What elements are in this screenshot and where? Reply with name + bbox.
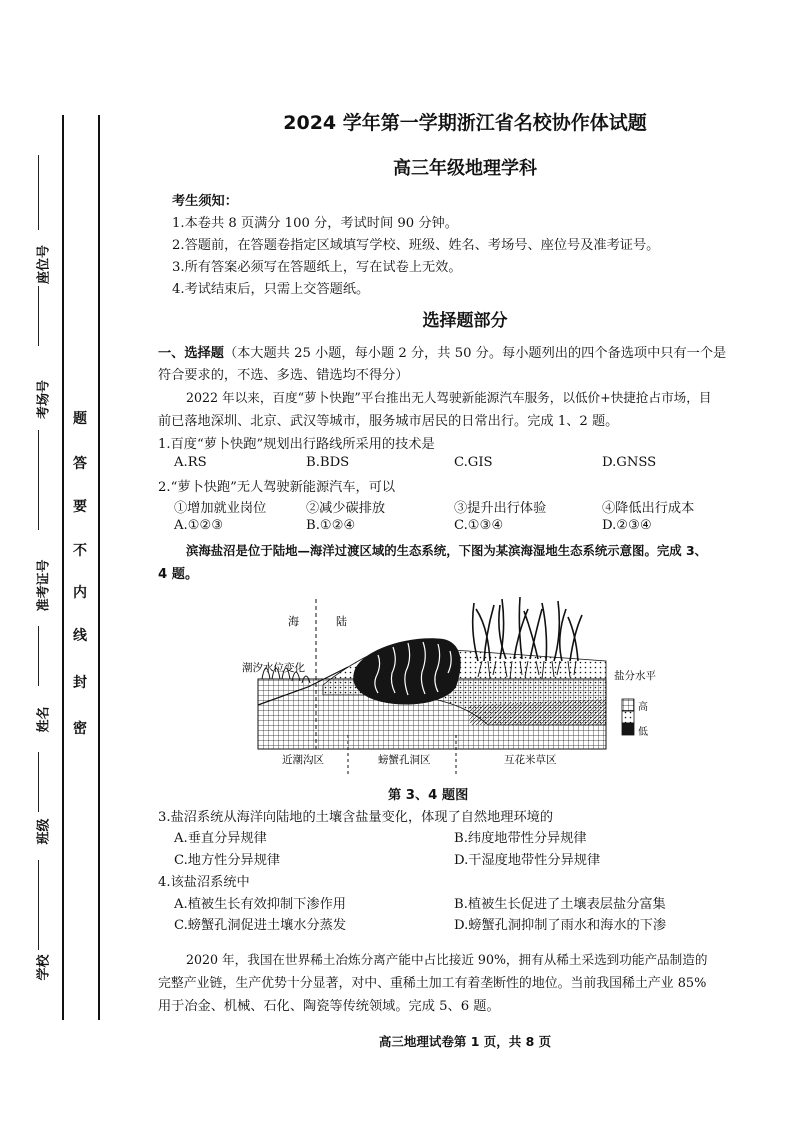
exam-subtitle: 高三年级地理学科 bbox=[393, 158, 537, 179]
spartina-grass bbox=[473, 597, 582, 661]
land-label: 陆 bbox=[336, 615, 347, 628]
passage3-line-2: 完整产业链，生产优势十分显著，对中、重稀土加工有着垄断性的地位。当前我国稀土产业 85% bbox=[158, 976, 707, 991]
passage3-line-1: 2020 年，我国在世界稀土冶炼分离产能中占比接近 90%，拥有从稀土采选到功能产品制造的 bbox=[186, 952, 708, 967]
q2-option-d[interactable]: D.②③④ bbox=[602, 518, 652, 533]
figure-caption: 第 3、4 题图 bbox=[388, 788, 469, 803]
salt-marsh-diagram bbox=[238, 595, 670, 777]
zone-label-3: 互花米草区 bbox=[504, 754, 557, 766]
q1-option-b[interactable]: B.BDS bbox=[306, 455, 350, 470]
legend-low-swatch bbox=[622, 723, 634, 735]
q2-statement-2: ②减少碳排放 bbox=[306, 501, 386, 516]
name-underline[interactable] bbox=[38, 752, 39, 812]
q2-statement-3: ③提升出行体验 bbox=[454, 501, 547, 516]
passage1-line-2: 前已落地深圳、北京、武汉等城市，服务城市居民的日常出行。完成 1、2 题。 bbox=[158, 414, 619, 429]
notice-item-4: 4.考试结束后，只需上交答题纸。 bbox=[172, 282, 370, 297]
legend-mid-swatch bbox=[622, 711, 634, 723]
legend-title: 盐分水平 bbox=[614, 670, 656, 682]
q1-stem: 1.百度“萝卜快跑”规划出行路线所采用的技术是 bbox=[158, 437, 435, 452]
q2-statement-4: ④降低出行成本 bbox=[602, 501, 695, 516]
passage2-line-1: 滨海盐沼是位于陆地—海洋过渡区域的生态系统，下图为某滨海湿地生态系统示意图。完成 3、 bbox=[186, 543, 707, 558]
binding-line-inner bbox=[98, 115, 100, 1020]
school-label: 学校 bbox=[36, 954, 52, 981]
q3-stem: 3.盐沼系统从海洋向陆地的土壤含盐量变化，体现了自然地理环境的 bbox=[158, 810, 554, 825]
q4-stem: 4.该盐沼系统中 bbox=[158, 875, 250, 890]
section-title: 选择题部分 bbox=[422, 311, 508, 331]
q2-option-b[interactable]: B.①②④ bbox=[306, 518, 356, 533]
q2-option-a[interactable]: A.①②③ bbox=[174, 518, 224, 533]
seat-underline-2[interactable] bbox=[38, 286, 39, 346]
class-underline[interactable] bbox=[38, 860, 39, 950]
q4-option-b[interactable]: B.植被生长促进了土壤表层盐分富集 bbox=[454, 897, 666, 912]
seal-char-5: 不 bbox=[73, 543, 87, 559]
q3-option-c[interactable]: C.地方性分异规律 bbox=[174, 853, 281, 868]
notice-item-1: 1.本卷共 8 页满分 100 分，考试时间 90 分钟。 bbox=[172, 216, 458, 231]
section-intro-label: 一、选择题 bbox=[158, 346, 224, 361]
q4-option-a[interactable]: A.植被生长有效抑制下渗作用 bbox=[174, 897, 346, 912]
class-label: 班级 bbox=[36, 818, 52, 845]
seal-char-6: 要 bbox=[73, 499, 87, 515]
legend-high-label: 高 bbox=[638, 702, 648, 713]
legend-low-label: 低 bbox=[638, 727, 648, 738]
seal-char-2: 封 bbox=[73, 675, 87, 691]
notice-item-2: 2.答题前，在答题卷指定区域填写学校、班级、姓名、考场号、座位号及准考证号。 bbox=[172, 238, 660, 253]
sea-label: 海 bbox=[288, 615, 299, 628]
zone-label-1: 近潮沟区 bbox=[282, 754, 324, 766]
notice-heading: 考生须知： bbox=[172, 194, 238, 209]
q4-option-d[interactable]: D.螃蟹孔洞抑制了雨水和海水的下渗 bbox=[454, 918, 667, 933]
q4-option-c[interactable]: C.螃蟹孔洞促进土壤水分蒸发 bbox=[174, 918, 347, 933]
section-intro-line-1 bbox=[158, 342, 726, 361]
crab-burrow-zone bbox=[353, 638, 460, 704]
seat-label: 座位号 bbox=[36, 245, 52, 285]
q1-option-d[interactable]: D.GNSS bbox=[602, 455, 657, 470]
q2-statement-1: ①增加就业岗位 bbox=[174, 501, 267, 516]
tide-label: 潮汐水位变化 bbox=[242, 662, 305, 674]
seal-char-7: 答 bbox=[73, 456, 87, 472]
notice-item-3: 3.所有答案必须写在答题纸上，写在试卷上无效。 bbox=[172, 260, 462, 275]
exam-title: 2024 学年第一学期浙江省名校协作体试题 bbox=[283, 112, 647, 134]
seal-char-4: 内 bbox=[73, 585, 87, 601]
exam-room-underline[interactable] bbox=[38, 430, 39, 530]
exam-room-label: 考场号 bbox=[36, 380, 52, 420]
q2-stem: 2.“萝卜快跑”无人驾驶新能源汽车，可以 bbox=[158, 480, 396, 495]
section-intro-line-2: 符合要求的，不选、多选、错选均不得分） bbox=[158, 368, 409, 383]
seal-char-1: 密 bbox=[73, 721, 87, 737]
q2-option-c[interactable]: C.①③④ bbox=[454, 518, 504, 533]
binding-line-outer bbox=[62, 115, 64, 1020]
page-footer: 高三地理试卷第 1 页，共 8 页 bbox=[378, 1034, 552, 1049]
q1-option-c[interactable]: C.GIS bbox=[454, 455, 493, 470]
section-intro-text: （本大题共 25 小题，每小题 2 分，共 50 分。每小题列出的四个备选项中只有一个是 bbox=[223, 346, 727, 361]
q3-option-d[interactable]: D.干湿度地带性分异规律 bbox=[454, 853, 601, 868]
zone-label-2: 螃蟹孔洞区 bbox=[378, 754, 431, 766]
seal-char-8: 题 bbox=[73, 411, 87, 427]
name-label: 姓名 bbox=[36, 706, 52, 733]
q1-option-a[interactable]: A.RS bbox=[174, 455, 207, 470]
q3-option-a[interactable]: A.垂直分异规律 bbox=[174, 831, 267, 846]
admission-underline[interactable] bbox=[38, 626, 39, 686]
passage2-line-2: 4 题。 bbox=[158, 567, 199, 582]
passage3-line-3: 用于冶金、机械、石化、陶瓷等传统领域。完成 5、6 题。 bbox=[158, 999, 500, 1014]
seal-char-3: 线 bbox=[73, 628, 87, 644]
admission-label: 准考证号 bbox=[36, 559, 52, 612]
passage1-line-1: 2022 年以来，百度“萝卜快跑”平台推出无人驾驶新能源汽车服务，以低价+快捷抢占市场，目 bbox=[186, 390, 712, 405]
seat-underline[interactable] bbox=[38, 155, 39, 230]
legend-high-swatch bbox=[622, 699, 634, 711]
q3-option-b[interactable]: B.纬度地带性分异规律 bbox=[454, 831, 587, 846]
